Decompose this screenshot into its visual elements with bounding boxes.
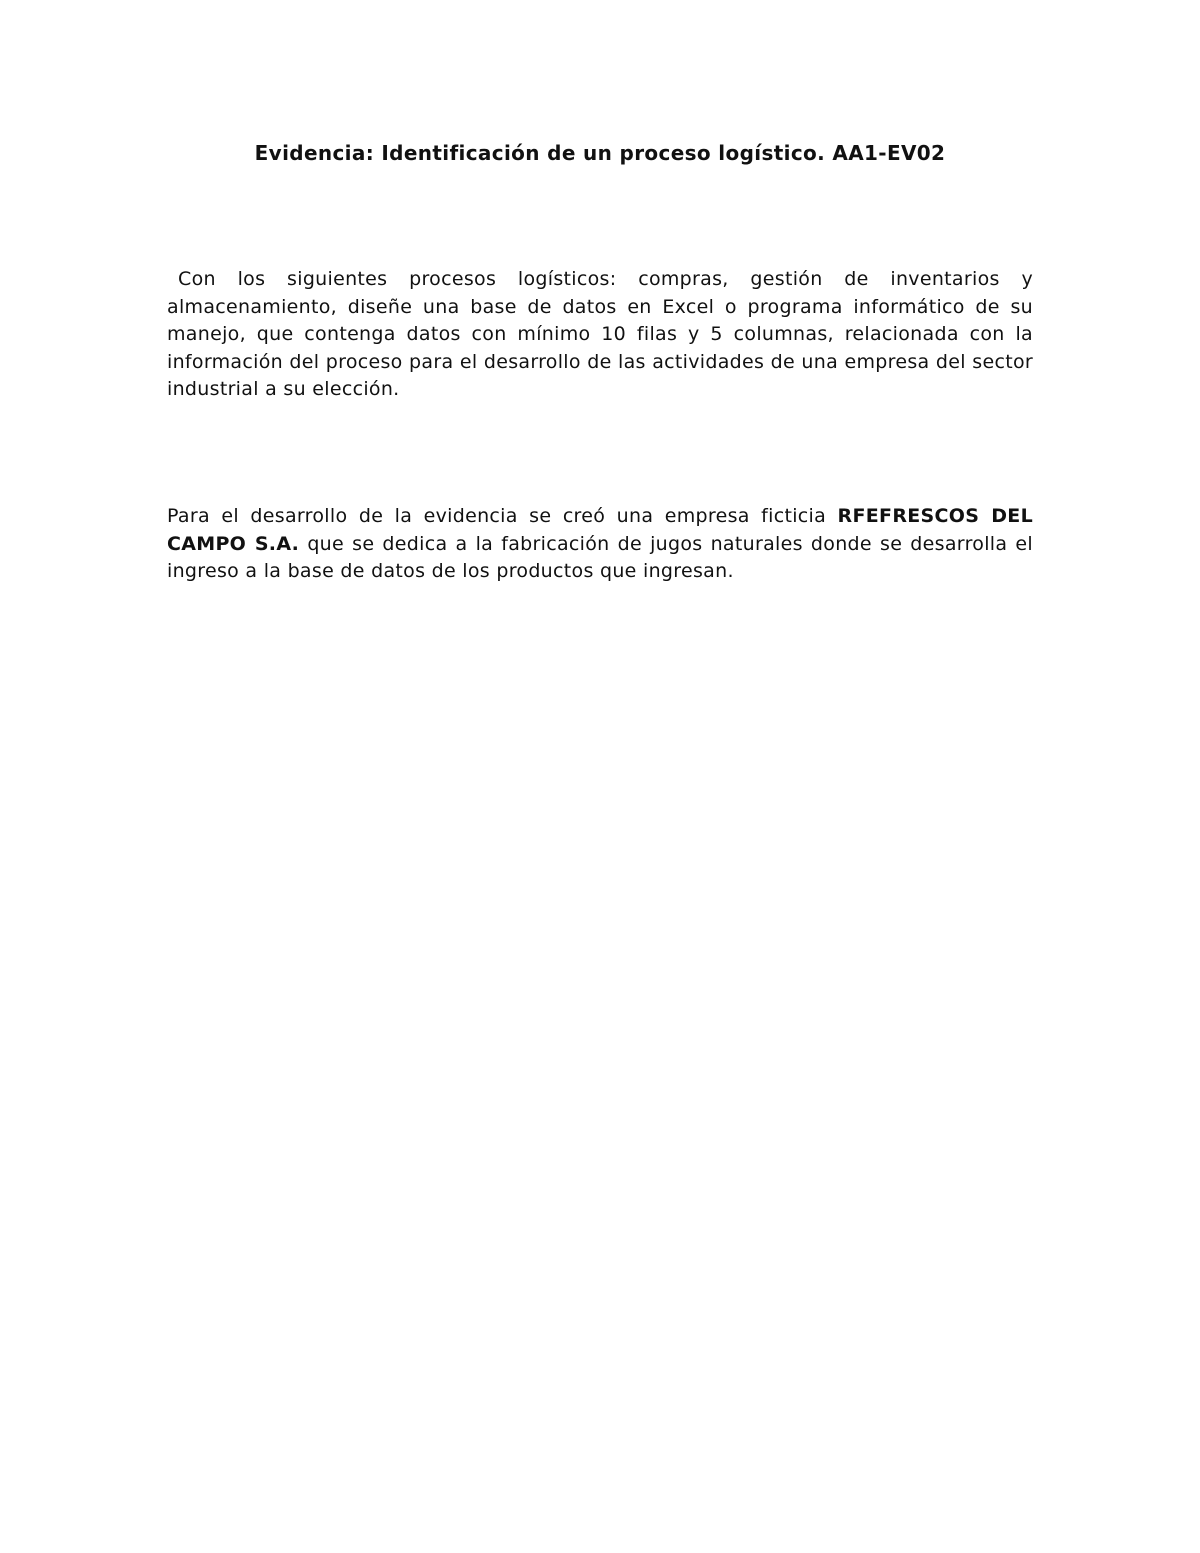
company-name: RFEFRESCOS DEL CAMPO S.A. — [167, 505, 1033, 555]
paragraph-company-rest: que se dedica a la fabricación de jugos naturales donde se desarrolla el ingreso a la base de datos de los productos que ingresan. — [167, 532, 1033, 582]
paragraph-company-intro: Para el desarrollo de la evidencia se creó una empresa ficticia — [167, 505, 838, 527]
paragraph-instructions — [167, 266, 1033, 404]
paragraph-instructions-text: Con los siguientes procesos logísticos: compras, gestión de inventarios y almacenamiento, diseñe una base de datos en Excel o programa informático de su manejo, que contenga datos con mínimo 10 filas y 5 columnas, relacionada con la información del proceso para el desarrollo de las actividades de una empresa del sector industrial a su elección. — [167, 268, 1033, 400]
paragraph-company — [167, 503, 1033, 586]
document-title: Evidencia: Identificación de un proceso logístico. AA1-EV02 — [254, 141, 946, 165]
